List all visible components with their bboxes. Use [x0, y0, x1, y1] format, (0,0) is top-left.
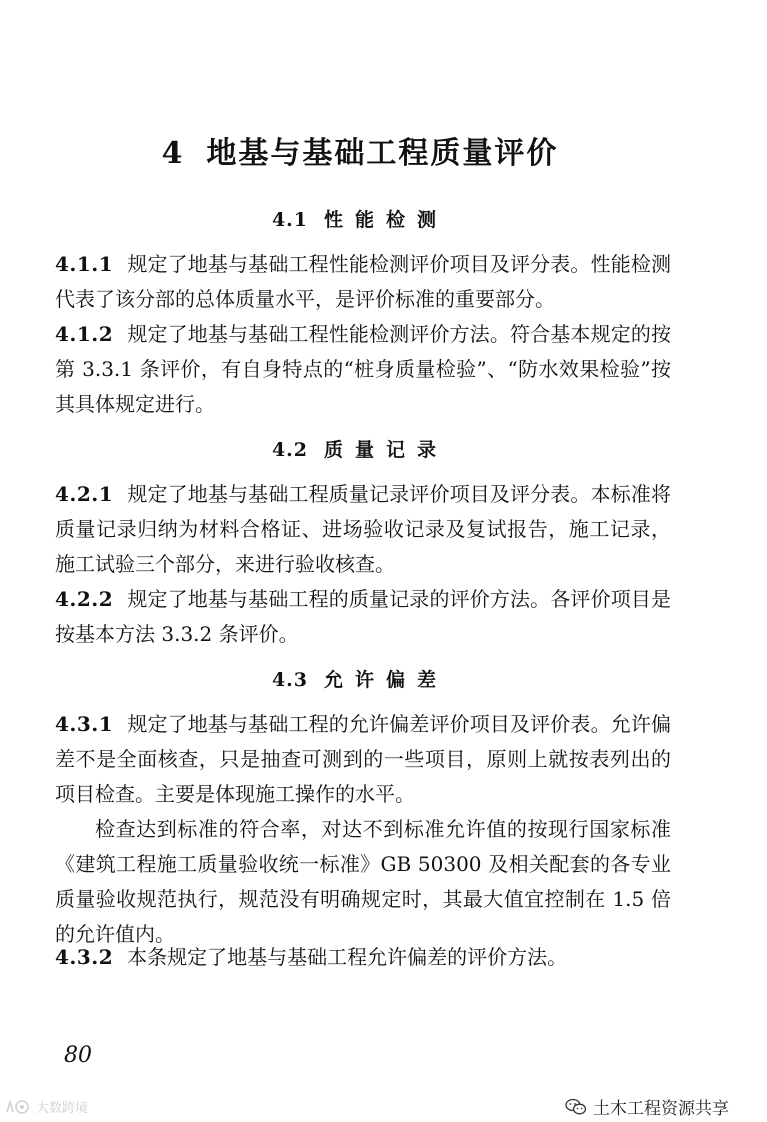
section-heading — [0, 205, 720, 232]
chapter-title-text: 地基与基础工程质量评价 — [206, 136, 559, 171]
wechat-watermark — [565, 1094, 729, 1119]
corner-watermark-text: 大数跨境 — [36, 1101, 89, 1116]
section-number: 4.2 — [271, 439, 309, 461]
clause-text: 规定了地基与基础工程的质量记录的评价方法。各评价项目是按基本方法 3.3.2 条评价。 — [55, 587, 671, 646]
clause-paragraph — [55, 707, 671, 812]
clause-text: 检查达到标准的符合率，对达不到标准允许值的按现行国家标准《建筑工程施工质量验收统一标准》GB 50300 及相关配套的各专业质量验收规范执行，规范没有明确规定时，其最大值宜控制在 1.5 倍的允许值内。 — [55, 817, 671, 946]
clause-number: 4.1.2 — [55, 322, 114, 346]
wechat-account-name: 土木工程资源共享 — [593, 1099, 729, 1119]
section-title: 允许偏差 — [324, 669, 449, 691]
wechat-icon — [565, 1098, 587, 1116]
clause-number: 4.3.2 — [55, 945, 114, 969]
clause-number: 4.2.2 — [55, 587, 114, 611]
logo-icon — [4, 1098, 34, 1116]
clause-paragraph — [55, 247, 671, 317]
clause-paragraph — [55, 582, 671, 652]
section-heading — [0, 435, 720, 462]
clause-paragraph — [55, 317, 671, 422]
section-heading — [0, 665, 720, 692]
clause-text: 规定了地基与基础工程的允许偏差评价项目及评价表。允许偏差不是全面核查，只是抽查可测到的一些项目，原则上就按表列出的项目检查。主要是体现施工操作的水平。 — [55, 712, 671, 806]
corner-watermark — [4, 1097, 88, 1116]
clause-text: 规定了地基与基础工程性能检测评价项目及评分表。性能检测代表了该分部的总体质量水平，是评价标准的重要部分。 — [55, 252, 671, 311]
section-number: 4.3 — [271, 669, 309, 691]
clause-paragraph — [55, 812, 671, 952]
chapter-number: 4 — [161, 136, 185, 171]
chapter-title — [0, 128, 720, 172]
clause-paragraph — [55, 477, 671, 582]
clause-number: 4.1.1 — [55, 252, 114, 276]
clause-text: 规定了地基与基础工程性能检测评价方法。符合基本规定的按第 3.3.1 条评价，有自身特点的“桩身质量检验”、“防水效果检验”按其具体规定进行。 — [55, 322, 671, 416]
clause-text: 规定了地基与基础工程质量记录评价项目及评分表。本标准将质量记录归纳为材料合格证、进场验收记录及复试报告，施工记录，施工试验三个部分，来进行验收核查。 — [55, 482, 671, 576]
clause-text: 本条规定了地基与基础工程允许偏差的评价方法。 — [127, 945, 568, 969]
section-number: 4.1 — [271, 209, 309, 231]
section-title: 质量记录 — [324, 439, 449, 461]
clause-number: 4.3.1 — [55, 712, 114, 736]
page-number: 80 — [64, 1043, 92, 1068]
clause-paragraph — [55, 940, 671, 975]
section-title: 性能检测 — [324, 209, 449, 231]
clause-number: 4.2.1 — [55, 482, 114, 506]
